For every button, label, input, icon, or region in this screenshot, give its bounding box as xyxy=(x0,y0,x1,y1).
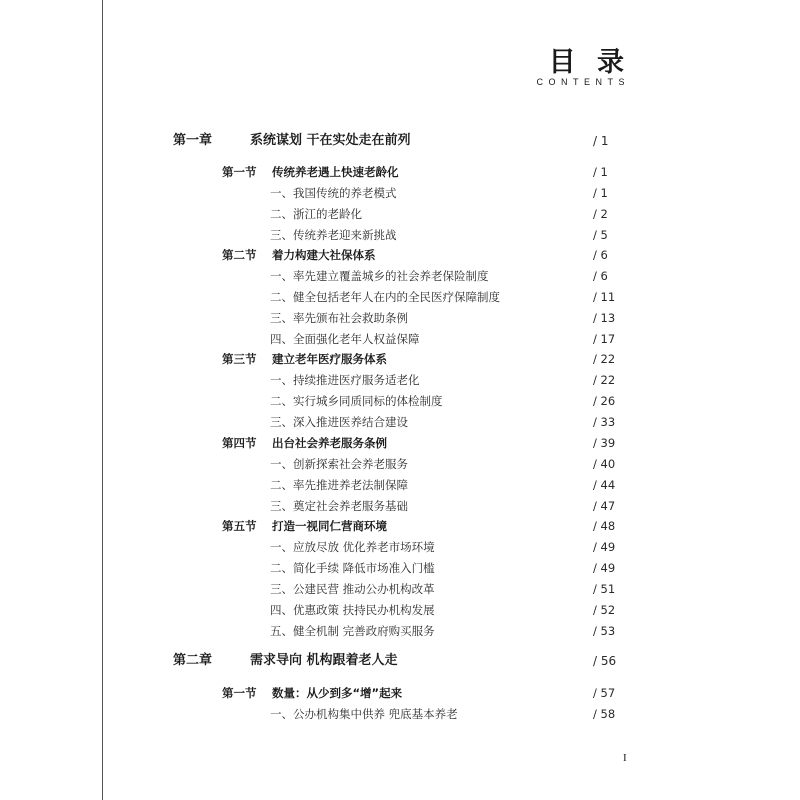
item-page: / 1 xyxy=(593,186,608,200)
toc-item[interactable] xyxy=(0,266,800,286)
section-page: / 1 xyxy=(593,165,608,179)
toc-item[interactable] xyxy=(0,475,800,495)
section-page: / 6 xyxy=(593,248,608,262)
item-title: 四、优惠政策 扶持民办机构发展 xyxy=(270,603,435,617)
item-title: 三、率先颁布社会救助条例 xyxy=(270,311,408,325)
toc-item[interactable] xyxy=(0,600,800,620)
item-title: 三、公建民营 推动公办机构改革 xyxy=(270,582,435,596)
page-subtitle: CONTENTS xyxy=(536,77,630,87)
section-label: 第四节 xyxy=(222,436,257,450)
toc-item[interactable] xyxy=(0,621,800,641)
toc-item[interactable] xyxy=(0,412,800,432)
section-page: / 48 xyxy=(593,519,616,533)
item-title: 一、公办机构集中供养 兜底基本养老 xyxy=(270,707,458,721)
chapter-label: 第二章 xyxy=(173,653,213,668)
item-title: 二、简化手续 降低市场准入门槛 xyxy=(270,561,435,575)
toc-chapter-1[interactable] xyxy=(0,131,800,151)
chapter-page: / 1 xyxy=(593,134,609,148)
toc-item[interactable] xyxy=(0,558,800,578)
item-title: 三、奠定社会养老服务基础 xyxy=(270,499,408,513)
toc-item[interactable] xyxy=(0,287,800,307)
item-title: 一、我国传统的养老模式 xyxy=(270,186,397,200)
toc-section-2-1[interactable] xyxy=(0,683,800,703)
section-page: / 22 xyxy=(593,352,616,366)
section-title: 着力构建大社保体系 xyxy=(272,248,376,262)
item-title: 二、浙江的老龄化 xyxy=(270,207,362,221)
item-page: / 5 xyxy=(593,228,608,242)
item-page: / 49 xyxy=(593,561,616,575)
section-label: 第三节 xyxy=(222,352,257,366)
toc-section-1-4[interactable] xyxy=(0,433,800,453)
toc-item[interactable] xyxy=(0,204,800,224)
toc-item[interactable] xyxy=(0,537,800,557)
item-page: / 49 xyxy=(593,540,616,554)
section-title: 数量：从少到多“增”起来 xyxy=(272,686,403,700)
item-page: / 11 xyxy=(593,290,616,304)
section-label: 第五节 xyxy=(222,519,257,533)
chapter-title: 系统谋划 干在实处走在前列 xyxy=(250,133,411,148)
item-title: 二、率先推进养老法制保障 xyxy=(270,478,408,492)
item-title: 三、传统养老迎来新挑战 xyxy=(270,228,397,242)
item-page: / 53 xyxy=(593,624,616,638)
item-page: / 6 xyxy=(593,269,608,283)
toc-item[interactable] xyxy=(0,704,800,724)
item-title: 五、健全机制 完善政府购买服务 xyxy=(270,624,435,638)
section-label: 第一节 xyxy=(222,686,257,700)
section-title: 出台社会养老服务条例 xyxy=(272,436,387,450)
toc-section-1-2[interactable] xyxy=(0,245,800,265)
item-page: / 51 xyxy=(593,582,616,596)
item-title: 一、创新探索社会养老服务 xyxy=(270,457,408,471)
toc-item[interactable] xyxy=(0,329,800,349)
item-title: 二、健全包括老年人在内的全民医疗保障制度 xyxy=(270,290,500,304)
chapter-page: / 56 xyxy=(593,654,617,668)
item-page: / 52 xyxy=(593,603,616,617)
item-page: / 44 xyxy=(593,478,616,492)
page-number: I xyxy=(623,752,627,764)
section-page: / 57 xyxy=(593,686,616,700)
item-title: 四、全面强化老年人权益保障 xyxy=(270,332,420,346)
item-page: / 17 xyxy=(593,332,616,346)
item-title: 三、深入推进医养结合建设 xyxy=(270,415,408,429)
toc-item[interactable] xyxy=(0,454,800,474)
toc-item[interactable] xyxy=(0,225,800,245)
toc-section-1-1[interactable] xyxy=(0,162,800,182)
item-page: / 33 xyxy=(593,415,616,429)
item-page: / 2 xyxy=(593,207,608,221)
toc-item[interactable] xyxy=(0,308,800,328)
item-title: 一、持续推进医疗服务适老化 xyxy=(270,373,420,387)
section-title: 打造一视同仁营商环境 xyxy=(272,519,387,533)
item-page: / 47 xyxy=(593,499,616,513)
item-title: 二、实行城乡同质同标的体检制度 xyxy=(270,394,443,408)
section-label: 第二节 xyxy=(222,248,257,262)
item-page: / 26 xyxy=(593,394,616,408)
toc-item[interactable] xyxy=(0,370,800,390)
item-title: 一、应放尽放 优化养老市场环境 xyxy=(270,540,435,554)
toc-item[interactable] xyxy=(0,391,800,411)
section-page: / 39 xyxy=(593,436,616,450)
item-title: 一、率先建立覆盖城乡的社会养老保险制度 xyxy=(270,269,489,283)
section-label: 第一节 xyxy=(222,165,257,179)
item-page: / 40 xyxy=(593,457,616,471)
toc-section-1-5[interactable] xyxy=(0,516,800,536)
toc-item[interactable] xyxy=(0,183,800,203)
section-title: 建立老年医疗服务体系 xyxy=(272,352,387,366)
item-page: / 13 xyxy=(593,311,616,325)
item-page: / 58 xyxy=(593,707,616,721)
chapter-label: 第一章 xyxy=(173,133,213,148)
section-title: 传统养老遇上快速老龄化 xyxy=(272,165,399,179)
toc-item[interactable] xyxy=(0,496,800,516)
page-title: 目 录 xyxy=(548,47,630,78)
toc-section-1-3[interactable] xyxy=(0,349,800,369)
chapter-title: 需求导向 机构跟着老人走 xyxy=(250,653,398,668)
toc-item[interactable] xyxy=(0,579,800,599)
toc-chapter-2[interactable] xyxy=(0,651,800,671)
item-page: / 22 xyxy=(593,373,616,387)
